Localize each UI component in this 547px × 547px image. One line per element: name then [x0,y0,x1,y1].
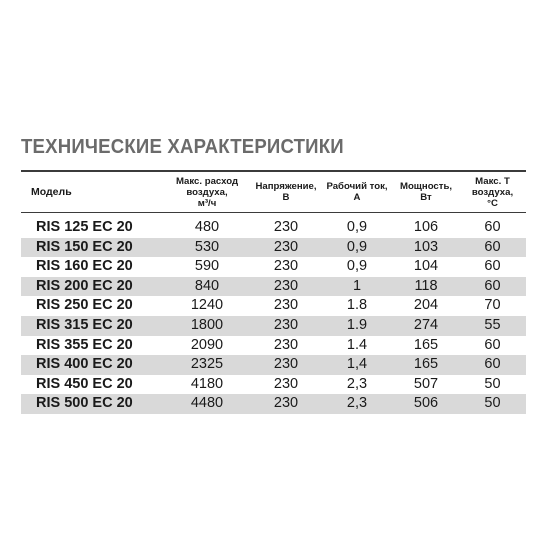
cell-power: 165 [413,356,439,373]
cell-power: 507 [413,375,439,392]
header-model: Модель [31,185,72,198]
table-row [21,375,526,395]
table-row [21,316,526,336]
cell-voltage: 230 [273,297,299,314]
cell-flow: 1240 [190,297,224,314]
cell-flow: 4180 [190,375,224,392]
cell-model: RIS 250 EC 20 [36,297,133,314]
cell-voltage: 230 [273,356,299,373]
cell-voltage: 230 [273,219,299,235]
table-row [21,336,526,356]
table-row [21,218,526,238]
header-flow-line1: Макс. расход [175,175,239,187]
cell-model: RIS 200 EC 20 [36,277,133,294]
cell-current: 0,9 [346,219,368,235]
cell-temp: 60 [484,238,501,255]
header-temp [459,173,526,211]
cell-flow: 2090 [190,336,224,353]
cell-flow: 590 [194,258,220,275]
header-voltage-line1: Напряжение, [255,181,317,192]
cell-power: 204 [413,297,439,314]
table-row [21,296,526,316]
header-current [321,173,393,211]
cell-model: RIS 355 EC 20 [36,336,133,353]
cell-flow: 4480 [190,395,224,412]
cell-model: RIS 125 EC 20 [36,219,133,235]
cell-power: 118 [414,277,438,294]
cell-voltage: 230 [273,375,299,392]
cell-temp: 70 [484,297,501,314]
cell-model: RIS 150 EC 20 [36,238,133,255]
header-voltage-line2: В [282,192,290,203]
cell-voltage: 230 [273,316,299,333]
cell-temp: 50 [484,375,501,392]
cell-current: 2,3 [346,375,368,392]
cell-current: 0,9 [346,258,368,275]
cell-current: 1,4 [346,356,368,373]
table-row [21,238,526,258]
cell-current: 1.9 [346,316,368,333]
table-top-rule [21,170,526,172]
cell-temp: 60 [484,219,501,235]
cell-power: 165 [413,336,439,353]
cell-flow: 480 [194,219,220,235]
cell-current: 1 [352,277,362,294]
table-row [21,257,526,277]
header-flow [153,173,261,211]
cell-power: 103 [413,238,439,255]
table-body [21,218,526,414]
cell-flow: 1800 [190,316,224,333]
cell-current: 0,9 [346,238,368,255]
cell-model: RIS 315 EC 20 [36,316,133,333]
cell-flow: 530 [194,238,220,255]
cell-temp: 50 [484,395,501,412]
cell-current: 1.4 [346,336,368,353]
cell-model: RIS 160 EC 20 [36,258,133,275]
cell-temp: 60 [484,356,501,373]
cell-model: RIS 450 EC 20 [36,375,133,392]
header-power [393,173,459,211]
cell-temp: 60 [484,336,501,353]
header-current-line1: Рабочий ток, [326,181,388,192]
cell-power: 106 [413,219,439,235]
table-header [21,173,526,211]
table-row [21,394,526,414]
cell-power: 104 [413,258,439,275]
header-flow-line2: воздуха, [186,186,228,198]
table-row [21,355,526,375]
cell-current: 1.8 [346,297,368,314]
header-power-line2: Вт [420,192,432,203]
cell-model: RIS 500 EC 20 [36,395,133,412]
cell-voltage: 230 [273,277,299,294]
header-flow-line3: м³/ч [197,197,217,209]
header-voltage [251,173,321,211]
table-row [21,277,526,297]
cell-power: 506 [413,395,439,412]
cell-voltage: 230 [273,258,299,275]
cell-temp: 55 [484,316,501,333]
cell-flow: 2325 [190,356,224,373]
cell-current: 2,3 [346,395,368,412]
header-current-line2: А [353,192,361,203]
cell-voltage: 230 [273,395,299,412]
cell-temp: 60 [484,277,501,294]
header-power-line1: Мощность, [399,181,453,192]
table-header-rule [21,212,526,213]
header-temp-line2: °C [487,197,498,209]
cell-temp: 60 [484,258,501,275]
page-title: ТЕХНИЧЕСКИЕ ХАРАКТЕРИСТИКИ [21,136,344,158]
cell-power: 274 [413,316,439,333]
cell-flow: 840 [194,277,220,294]
header-temp-line1: Макс. Т воздуха, [471,175,514,198]
cell-voltage: 230 [273,336,299,353]
cell-voltage: 230 [273,238,299,255]
cell-model: RIS 400 EC 20 [36,356,133,373]
